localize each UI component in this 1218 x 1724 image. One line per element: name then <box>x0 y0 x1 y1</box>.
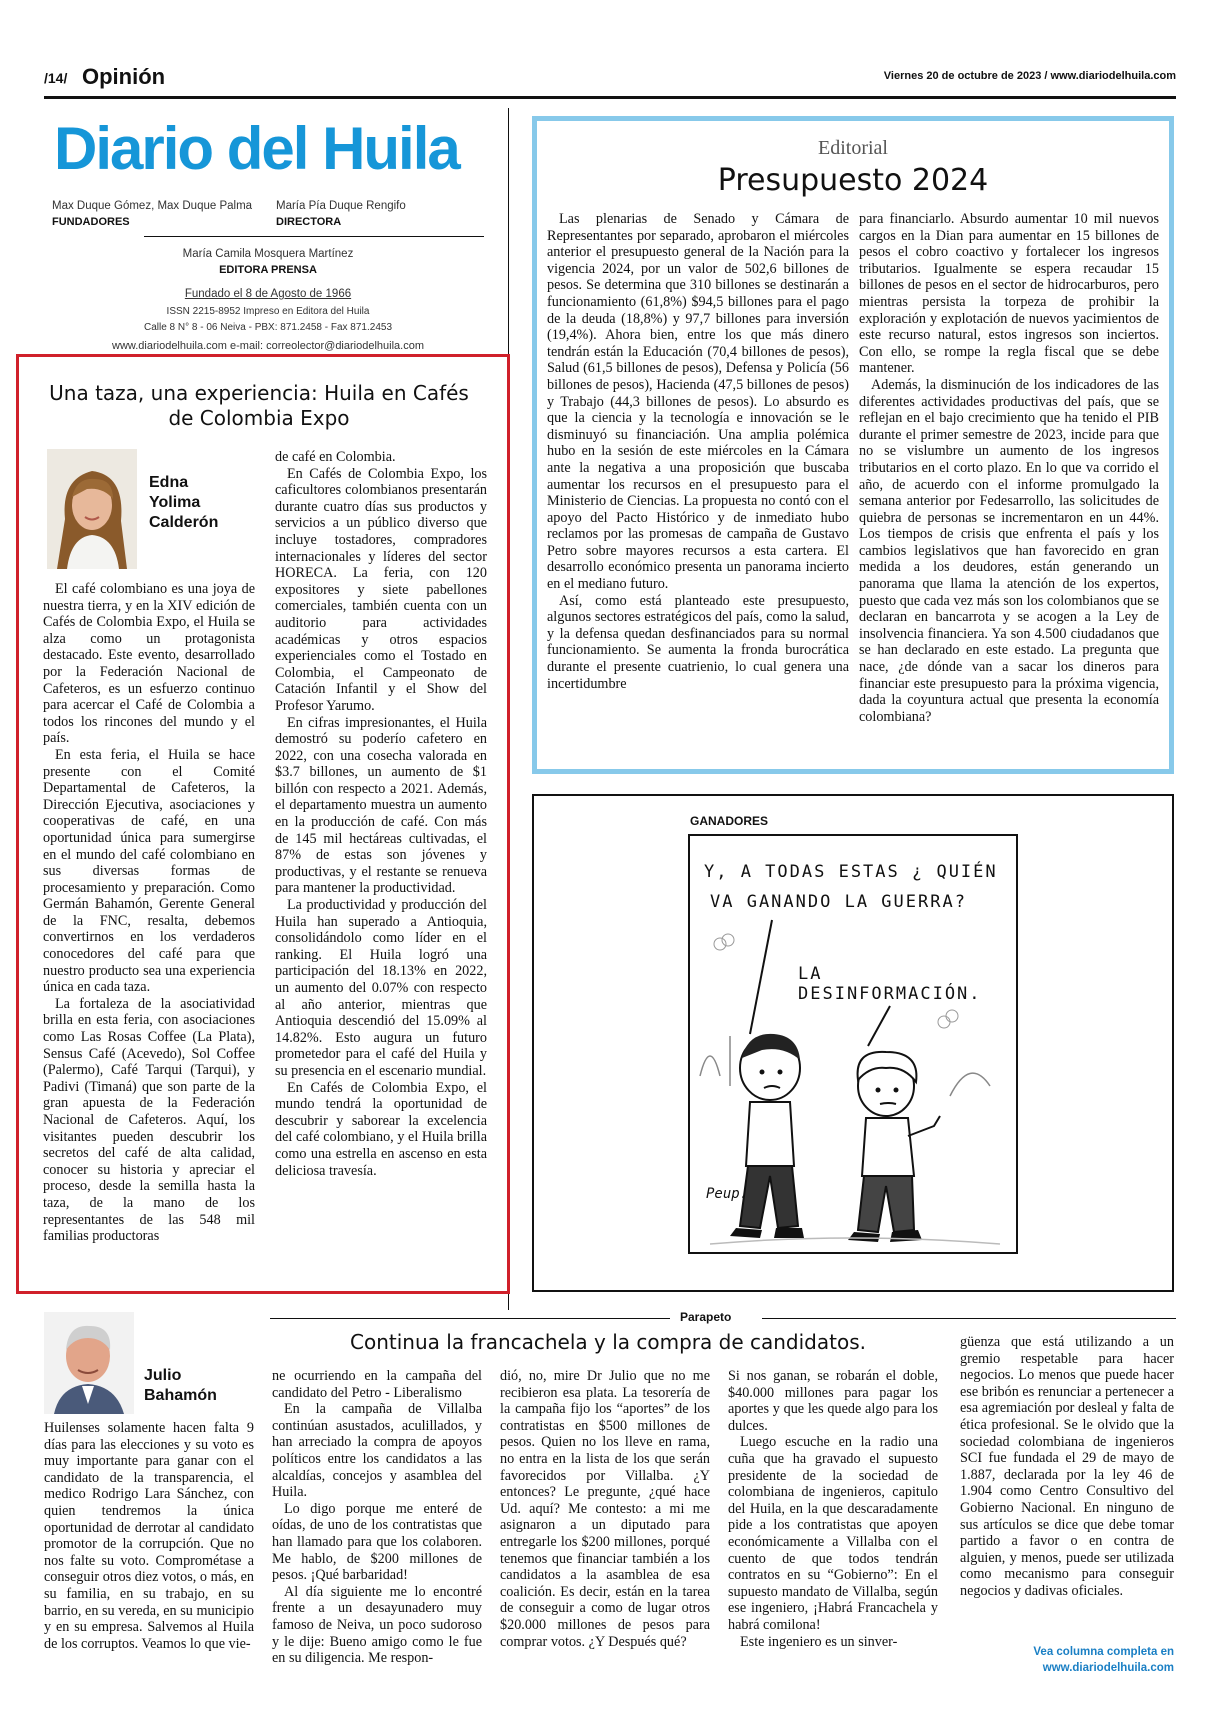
editorial-col-2 <box>859 211 1159 766</box>
director-name: María Pía Duque Rengifo <box>276 200 406 212</box>
masthead <box>44 104 492 358</box>
column2-title: Continua la francachela y la compra de candidatos. <box>350 1330 866 1354</box>
director-role: DIRECTORA <box>276 216 342 228</box>
paragraph: dió, no, mire Dr Julio que no me recibieron esa plata. La tesorería de la campaña fijo los “aportes” de los contratistas en $500 millones de pesos. Quien no los lleve en rama, no entra en la lista de los que serán favorecidos por Villalba. ¿Y entonces? Le pregunte, ¿qué hace Ud. aquí? Me contesto: a mi me asignaron a un diputado para entregarle los $200 millones, porqué tenemos que financiar también a los candidatos a la asamblea de esa coalición. Es decir, están en la tarea de conseguir a como de lugar otros $20.000 millones de pesos para comprar votos. ¿Y Después qué? <box>500 1368 710 1650</box>
header-date: Viernes 20 de octubre de 2023 / www.diariodelhuila.com <box>883 70 1176 82</box>
paragraph: Si nos ganan, se robarán el doble, $40.000 millones para pagar los aportes y que les quede algo para los dulces. <box>728 1368 938 1434</box>
read-more-text: Vea columna completa en <box>1033 1646 1174 1658</box>
address-line: Calle 8 N° 8 - 06 Neiva - PBX: 871.2458 - Fax 871.2453 <box>143 322 393 333</box>
paragraph: La productividad y producción del Huila han superado a Antioquia, consolidándolo como líder en el ranking. El Huila logró una participación del 18.13% en 2022, un aumento del 0.07% con respecto al año anterior, mientras que Antioquia descendió del 15.09% al 14.82%. Esto augura un futuro prometedor para el café del Huila y su presencia en el escenario mundial. <box>275 897 487 1079</box>
paragraph: Huilenses solamente hacen falta 9 días para las elecciones y su voto es muy importante para ganar con el candidato de la transparencia, el medico Rodrigo Lara Sánchez, con quien tendremos la única oportunidad de derrotar al candidato promotor de la corrupción. Que no nos falte su voto. Comprométase a conseguir otros diez votos, o más, en su familia, en su trabajo, en su barrio, en su vereda, en su municipio y en su empresa. Salvemos al Huila de los corruptos. Veamos lo que vie- <box>44 1420 254 1652</box>
paragraph: En Cafés de Colombia Expo, los caficultores colombianos presentarán durante cuatro días sus productos y servicios a un público diverso que incluye tostadores, compradores internacionales y líderes del sector HORECA. La feria, con 120 expositores y siete pabellones comerciales, también cuenta con un auditorio para actividades académicas y otros espacios experienciales como el Tostado en Colombia, el Campeonato de Catación Infantil y el Show del Profesor Yarumo. <box>275 465 487 714</box>
speech-bubble-question-line2: VA GANANDO LA GUERRA? <box>710 892 967 912</box>
read-more-link[interactable]: www.diariodelhuila.com <box>1042 1662 1174 1674</box>
column2-col-3 <box>500 1368 710 1718</box>
masthead-rule <box>144 236 484 237</box>
masthead-logo: Diario del Huila <box>54 115 459 182</box>
speech-bubble-question-line1: Y, A TODAS ESTAS ¿ QUIÉN <box>704 862 998 882</box>
editorial-col-1 <box>547 211 849 766</box>
paragraph: para financiarlo. Absurdo aumentar 10 mil nuevos cargos en la Dian para aumentar en 15 billones de pesos el cobro coactivo y fortalecer los ingresos tributarios. Igualmente se espera recaudar 15 billones de pesos en el sector de hidrocarburos, pero mientras persista la torpeza de prohibir la exploración y explotación de nuevos yacimientos de este recurso natural, estos ingresos son inciertos. Con ello, se rompe la regla fiscal que se debe mantener. <box>859 211 1159 377</box>
column1-col-1 <box>43 581 255 1287</box>
paragraph: de café en Colombia. <box>275 449 396 465</box>
column2-col-2 <box>272 1368 482 1718</box>
contact-line: www.diariodelhuila.com e-mail: correolector@diariodelhuila.com <box>112 340 424 352</box>
editorial-box <box>532 116 1174 774</box>
editor-name: María Camila Mosquera Martínez <box>182 248 354 260</box>
paragraph: Además, la disminución de los indicadores de las diferentes actividades productivas del país, que se reflejan en el bajo crecimiento que ha tenido el PIB durante el primer semestre de 2023, incide para que no se vislumbre un aumento de los ingresos tributarios en el corto plazo. En lo que va corrido el año, de acuerdo con el informe promulgado la semana anterior por Fedesarrollo, las solicitudes de quiebra de personas se incrementaron en un 44%. Los tiempos de crisis que enfrenta el país y los cambios legislativos que han favorecido en gran medida a los deudores, están generando un panorama que llama la atención de los expertos, puesto que cada vez más son los colombianos que se declaran en bancarrota y se acogen a la Ley de insolvencia financiera. Ya son 4.500 ciudadanos que se han declarado en este estado. La pregunta que nace, ¿de dónde van a sacar los dineros para financiar este presupuesto para la próxima vigencia, dada la coyuntura actual que presenta la economía colombiana? <box>859 376 1159 725</box>
paragraph: En Cafés de Colombia Expo, el mundo tendrá la oportunidad de descubrir y saborear la excelencia del café colombiano, y el Huila brilla como una estrella en ascenso en esta deliciosa travesía. <box>275 1079 487 1179</box>
author-photo-julio <box>44 1312 134 1414</box>
cartoon <box>532 794 1174 1292</box>
avatar <box>44 1312 134 1414</box>
header-rule <box>44 96 1176 99</box>
paragraph: Las plenarias de Senado y Cámara de Representantes por separado, aprobaron el miércoles anterior el presupuesto general de la Nación para la vigencia 2024, por un valor de 502,6 billones de pesos. Se determina que 310 billones se destinarán a funcionamiento (61,8%) $94,5 billones para el pago de la deuda (18,8%) y 97,7 billones para inversión (19,4%). Ahora bien, entre los que más dinero tendrán están la Educación (70,4 billones de pesos), Salud (61,5 billones de pesos), Defensa y Policía (56 billones de pesos), Hacienda (47,5 billones de pesos) y Trabajo (44,3 billones de pesos). Lo absurdo es que la ciencia y la tecnología e innovación se le disminuyó su financiación. Una amplia polémica hubo en la sesión de este miércoles en la Cámara ante la negativa a una proposición que buscaba aumentar los recursos en el presupuesto para el Ministerio de Ciencias. La propuesta no contó con el apoyo del Pacto Histórico y de inmediato hubo reclamos por las promesas de campaña de Gustavo Petro sobre mayores recursos a esta cartera. El desarrollo económico presenta un panorama incierto en el mediano futuro. <box>547 211 849 593</box>
founders-names: Max Duque Gómez, Max Duque Palma <box>52 200 253 212</box>
author-name: Edna Yolima Calderón <box>149 474 219 531</box>
founded-date: Fundado el 8 de Agosto de 1966 <box>184 288 352 300</box>
paragraph: Lo digo porque me enteré de oídas, de uno de los contratistas que han llamado para que los colaboren. Me hablo, de $200 millones de pesos. ¡Qué barbaridad! <box>272 1500 482 1584</box>
paragraph: Así, como está planteado este presupuesto, algunos sectores estratégicos del país, como la salud, y la defensa quedan desfinanciados para su normal funcionamiento. Se aumenta la fronda burocrática durante el presente cuatrienio, lo cual genera una incertidumbre <box>547 592 849 692</box>
parapeto-rule-left <box>270 1318 670 1319</box>
section-label-parapeto: Parapeto <box>680 1310 732 1324</box>
paragraph: En la campaña de Villalba continúan asustados, aculillados, y han arreciado la compra de apoyos políticos entre los candidatos a las alcaldías, concejos y asamblea del Huila. <box>272 1401 482 1501</box>
author-photo <box>47 449 137 569</box>
editor-role: EDITORA PRENSA <box>219 264 317 276</box>
cartoon-panel <box>688 834 1018 1254</box>
editorial-kicker: Editorial <box>818 137 888 159</box>
paragraph: El café colombiano es una joya de nuestra tierra, y en la XIV edición de Cafés de Colombia Expo, el Huila se alza como un protagonista destacado. Este evento, desarrollado por la Federación Nacional de Cafeteros, es un esfuerzo continuo para acercar el Café de Colombia a todos los rincones del mundo y el país. <box>43 581 255 747</box>
paragraph: La fortaleza de la asociatividad brilla en esta feria, con asociaciones como Las Rosas Coffee (La Plata), Sensus Café (Acevedo), Sol Coffee (Palermo), Café Tarqui (Tarqui), y Padivi (Timaná) que son parte de la gran apuesta de la Federación Nacional de Cafeteros. Aquí, los visitantes pueden descubrir los secretos del café de alta calidad, conocer su historia y apreciar el proceso, desde la semilla hasta la taza, de la mano de los representantes de las 548 mil familias productoras <box>43 995 255 1245</box>
paragraph: Este ingeniero es un sinver- <box>740 1633 898 1650</box>
founders-role: FUNDADORES <box>52 216 130 228</box>
column1-col-2 <box>275 449 487 1287</box>
paragraph: ne ocurriendo en la campaña del candidato del Petro - Liberalismo <box>272 1368 482 1401</box>
author-name: Julio Bahamón <box>144 1367 217 1404</box>
page-header <box>44 64 1176 94</box>
page-number: /14/ <box>44 70 68 86</box>
paragraph: En cifras impresionantes, el Huila demostró su poderío cafetero en 2022, con una cosecha valorada en $3.7 billones, un aumento de $1 billón con respecto a 2021. Además, el departamento muestra un aumento en la producción de café. Con más de 145 mil hectáreas cultivadas, el 87% de estas son jóvenes y productivas, y el restante se renueva para mantener la productividad. <box>275 714 487 897</box>
paragraph: güenza que está utilizando a un gremio respetable para hacer negocios. Lo menos que puede hacer ese bribón es renunciar a pertenecer a esa agremiación por desleal y falta de ética profesional. Se le olvido que la sociedad colombiana de ingenieros SCI fue fundada el 29 de mayo de 1.887, declarada por la ley 46 de 1.904 como Centro Consultivo del Gobierno Nacional. En ninguno de sus artículos se dice que debe tomar partido a favor o en contra de alguien, y menos, puede ser utilizada como mecanismo para conseguir negocios y dadivas oficiales. <box>960 1334 1174 1599</box>
cartoonist-signature: Peup. <box>706 1186 749 1202</box>
column2-col-4 <box>728 1368 938 1718</box>
parapeto-rule-right <box>762 1318 1176 1319</box>
column-title: Una taza, una experiencia: Huila en Cafés de Colombia Expo <box>49 381 469 430</box>
paragraph: Al día siguiente me lo encontré frente a un desayunadero muy famoso de Neiva, un poco sudoroso y le dije: Bueno amigo como le fue en su diligencia. Me respon- <box>272 1583 482 1667</box>
section-title: Opinión <box>82 64 166 89</box>
column2-col-1 <box>44 1420 254 1716</box>
cartoon-label: GANADORES <box>690 814 769 828</box>
issn-line: ISSN 2215-8952 Impreso en Editora del Huila <box>166 306 370 317</box>
paragraph: Luego escuche en la radio una cuña que ha gravado el supuesto presidente de la sociedad de colombiana de ingenieros, capitulo del Huila, en la que descaradamente pide a los contratistas que apoyen económicamente a Villalba con el cuento de que todos tendrán contratos en su “Gobierno”: En el supuesto mandato de Villalba, según ese ingeniero, ¡Habrá Francachela y habrá comilona! <box>728 1434 938 1633</box>
column-box <box>16 354 510 1294</box>
editorial-title: Presupuesto 2024 <box>717 163 989 198</box>
avatar <box>47 449 137 569</box>
speech-bubble-answer: LA DESINFORMACIÓN. <box>798 964 982 1004</box>
paragraph: En esta feria, el Huila se hace presente con el Comité Departamental de Cafeteros, la Dirección Ejecutiva, asociaciones y cooperativas de café, en una oportunidad única para sumergirse en el mundo del café colombiano en sus diversas formas de procesamiento y preparación. Como Germán Bahamón, Gerente General de la FNC, resalta, debemos convertirnos en los verdaderos conocedores del café para que nuestro producto sea una experiencia única en cada taza. <box>43 746 255 996</box>
column2-col-5 <box>960 1334 1174 1642</box>
